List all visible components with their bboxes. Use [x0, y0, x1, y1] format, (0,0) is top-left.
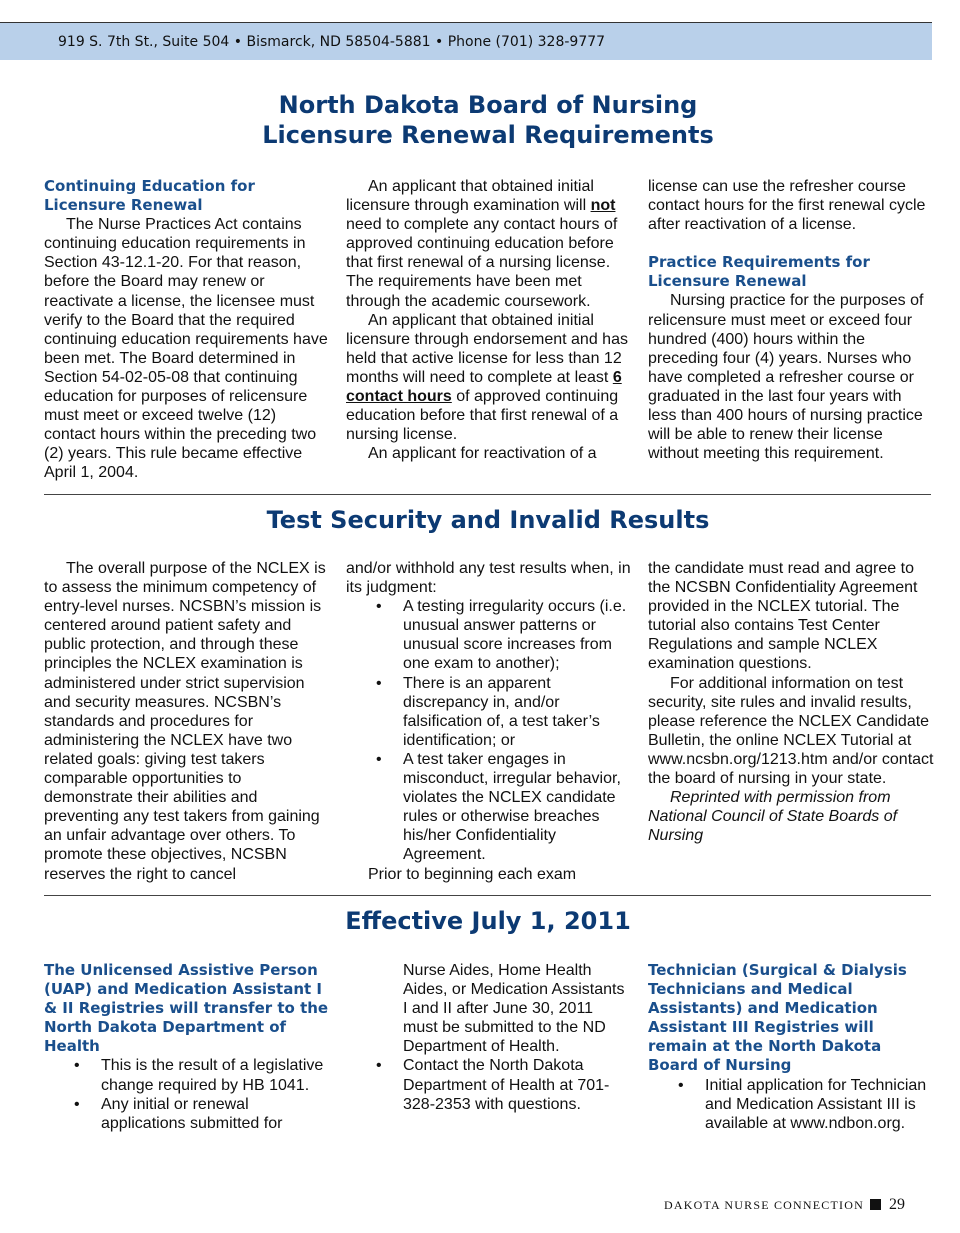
confidentiality-paragraph: the candidate must read and agree to the NCSBN Confidentiality Agreement provided in the NCLEX tutorial. The tutorial also contains Test Center Regulations and sample NCLEX examination questions. [648, 560, 918, 673]
reprint-credit-line-2: National Council of State Boards of Nursing [648, 808, 898, 845]
header-address-bar [0, 22, 932, 60]
emphasis-contact-hours: 6 contact hours [346, 368, 622, 406]
additional-info-paragraph: For additional information on test security, site rules and invalid results, please reference the NCLEX Candidate Bulletin, the online NCLEX Tutorial at www.ncsbn.org/1213.htm and/or contact the board of nursing in your state. [648, 674, 934, 788]
ce-paragraph: The Nurse Practices Act contains continuing education requirements in Section 43-12.1-20. For that reason, before the Board may renew or reactivate a license, the licensee must verify to the Board that the required continuing education requirements have been met. The Board determined in Section 54-02-05-08 that continuing education for purposes of relicensure must meet or exceed twelve (12) contact hours within the preceding two (2) years. This rule became effective April 1, 2004. [44, 216, 328, 482]
exam-paragraph [346, 177, 632, 311]
page-number: 29 [888, 1196, 905, 1213]
endorsement-paragraph [346, 311, 632, 445]
effective-col-1 [44, 961, 330, 1133]
list-item: • This is the result of a legislative change required by HB 1041. [44, 1056, 330, 1094]
section-title-effective: Effective July 1, 2011 [345, 907, 631, 935]
exam-text-b: need to complete any contact hours of approved continuing education before that first renewal of a nursing license. The requirements have been met through the academic coursework. [346, 216, 618, 310]
test-security-col-3 [648, 559, 934, 845]
prior-exam-text: Prior to beginning each exam [368, 865, 577, 883]
endorse-text-a: An applicant that obtained initial licensure through endorsement and has held that active license for less than 12 months will need to complete at least [346, 311, 628, 386]
effective-col-2 [346, 961, 632, 1114]
practice-paragraph: Nursing practice for the purposes of relicensure must meet or exceed four hundred (400) hours within the preceding four (4) years. Nurses who have completed a refresher course or graduated in the last four years with less than 400 hours of nursing practice will be able to renew their license without meeting this requirement. [648, 292, 924, 463]
exam-text-a: An applicant that obtained initial licensure through examination will [346, 178, 594, 215]
list-item: • A test taker engages in misconduct, irregular behavior, violates the NCLEX candidate rules or otherwise breaches his/her Confidentiality Agreement. [346, 750, 632, 865]
refresher-paragraph: license can use the refresher course contact hours for the first renewal cycle after reactivation of a license. [648, 178, 926, 234]
list-item: • Initial application for Technician and Medication Assistant III is available at www.ndbon.org. [648, 1076, 934, 1133]
licensure-col-1 [44, 177, 330, 483]
nclex-purpose-paragraph: The overall purpose of the NCLEX is to assess the minimum competency of entry-level nurses. NCSBN’s mission is centered around patient safety and public protection, and through these principles the NCLEX examination is administered under strict supervision and security measures. NCSBN’s standards and procedures for administering the NCLEX have two related goals: giving test takers comparable opportunities to demonstrate their abilities and preventing any test takers from gaining an unfair advantage over others. To promote these objectives, NCSBN reserves the right to cancel [44, 560, 326, 883]
section-title-test-security: Test Security and Invalid Results [266, 506, 710, 534]
technician-heading: Technician (Surgical & Dialysis Technicians and Medical Assistants) and Medication Assistant III Registries will remain at the North Dakota Board of Nursing [648, 961, 907, 1075]
section-title-licensure [0, 90, 960, 150]
header-address: 919 S. 7th St., Suite 504 • Bismarck, ND 58504-5881 • Phone (701) 328-9777 [58, 34, 606, 50]
page-footer [664, 1196, 924, 1214]
technician-list [648, 1076, 934, 1133]
divider-1 [44, 494, 931, 495]
divider-2 [44, 895, 931, 896]
contact-list [346, 1056, 632, 1113]
ce-heading: Continuing Education for Licensure Renewal [44, 177, 255, 215]
test-security-col-1 [44, 559, 330, 884]
list-item: • A testing irregularity occurs (i.e. unusual answer patterns or unusual score increases from one exam to another); [346, 597, 632, 673]
effective-col-3 [648, 961, 934, 1133]
list-item: • Any initial or renewal applications submitted for [44, 1095, 330, 1133]
list-item: • Contact the North Dakota Department of Health at 701-328-2353 with questions. [346, 1056, 632, 1113]
applications-continuation: Nurse Aides, Home Health Aides, or Medication Assistants I and II after June 30, 2011 must be submitted to the ND Department of Health. [403, 962, 625, 1056]
irregularity-list [346, 597, 632, 864]
title-line-1: North Dakota Board of Nursing [278, 91, 698, 119]
reactivation-paragraph: An applicant for reactivation of a [368, 445, 597, 463]
endorse-text-b: of approved continuing education before that first renewal of a nursing license. [346, 388, 619, 444]
licensure-col-2 [346, 177, 632, 463]
withhold-intro: and/or withhold any test results when, in its judgment: [346, 560, 631, 597]
uap-list [44, 1056, 330, 1132]
list-item: • There is an apparent discrepancy in, and/or falsification of, a test taker’s identification; or [346, 674, 632, 750]
title-line-2: Licensure Renewal Requirements [262, 121, 714, 149]
emphasis-not: not [590, 197, 616, 215]
licensure-col-3 [648, 177, 934, 463]
test-security-col-2 [346, 559, 632, 884]
practice-heading: Practice Requirements for Licensure Renewal [648, 253, 870, 291]
uap-heading: The Unlicensed Assistive Person (UAP) and Medication Assistant I & II Registries will transfer to the North Dakota Department of Health [44, 961, 329, 1056]
reprint-credit-line-1: Reprinted with permission from [670, 789, 891, 807]
square-bullet-icon [870, 1199, 881, 1210]
publication-name: DAKOTA NURSE CONNECTION [664, 1198, 864, 1212]
